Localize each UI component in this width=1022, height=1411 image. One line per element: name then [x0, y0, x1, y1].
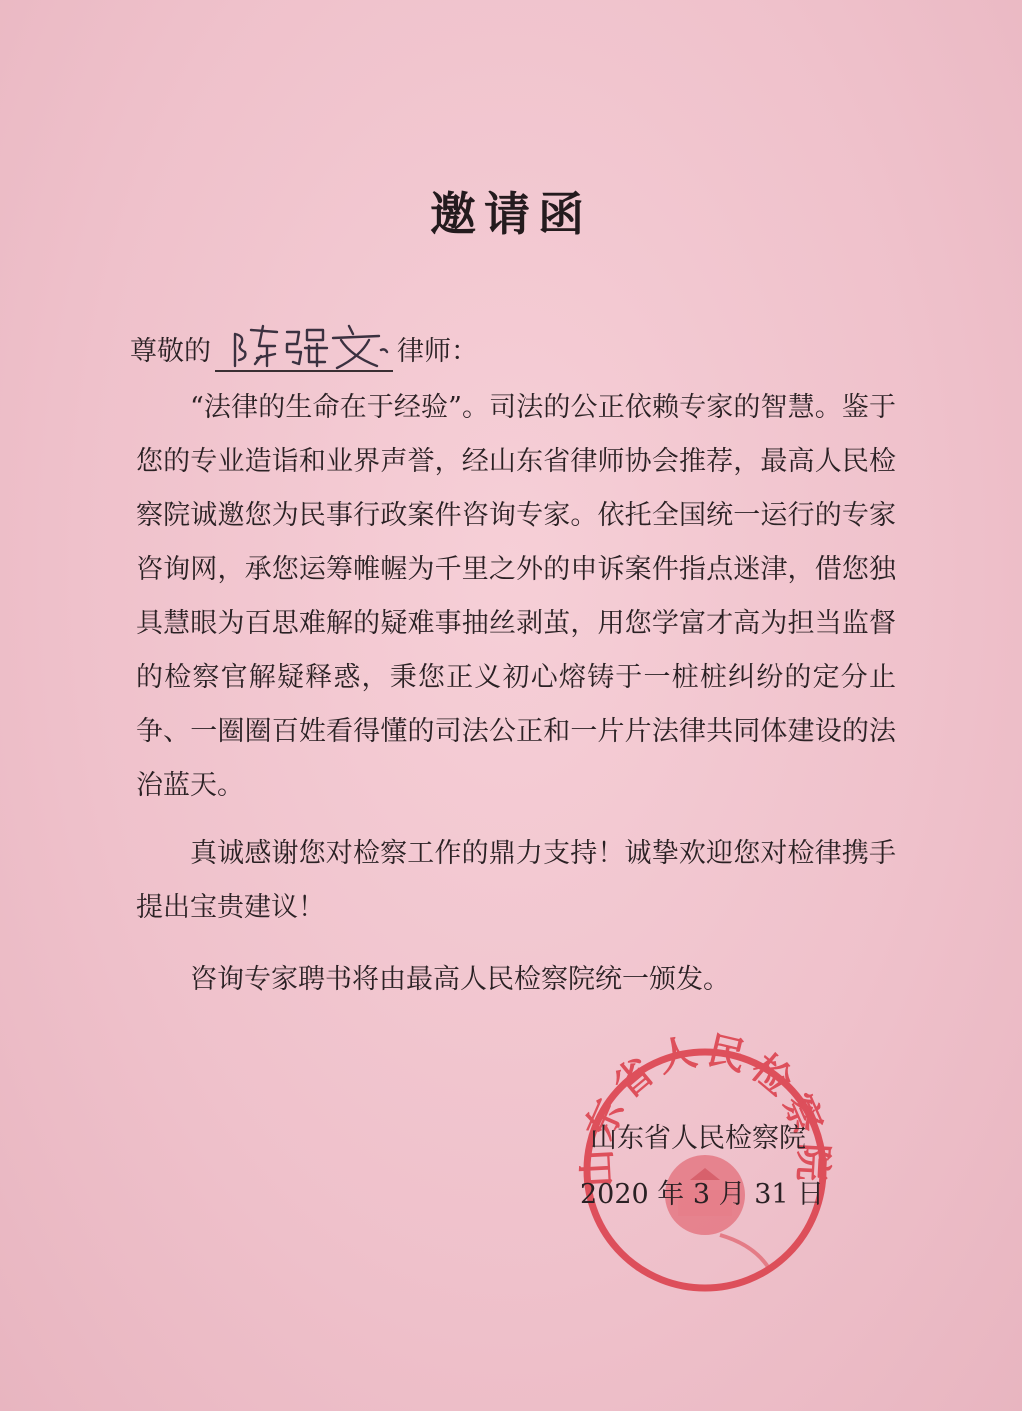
- paragraph-certificate: 咨询专家聘书将由最高人民检察院统一颁发。: [190, 964, 730, 995]
- paragraph-main: “法律的生命在于经验”。司法的公正依赖专家的智慧。鉴于您的专业造诣和业界声誉，经山东省律师协会推荐，最高人民检察院诚邀您为民事行政案件咨询专家。依托全国统一运行的专家咨询网，承您运筹帷幄为千里之外的申诉案件指点迷津，借您独具慧眼为百思难解的疑难事抽丝剥茧，用您学富才高为担当监督的检察官解疑释惑，秉您正义初心熔铸于一桩桩纠纷的定分止争、一圈圈百姓看得懂的司法公正和一片片法律共同体建设的法治蓝天。: [136, 392, 896, 801]
- salutation-line: [130, 332, 890, 376]
- letter-title: 邀请函: [430, 187, 592, 241]
- handwritten-name-field: [215, 336, 393, 372]
- signature-date: 2020 年 3 月 31 日: [580, 1179, 825, 1210]
- signature-organization: 山东省人民检察院: [590, 1123, 806, 1154]
- official-seal-icon: [570, 1030, 840, 1300]
- letter-body: [136, 381, 896, 1007]
- paragraph-thanks: 真诚感谢您对检察工作的鼎力支持！诚挚欢迎您对检律携手提出宝贵建议！: [136, 838, 896, 923]
- salutation-prefix: 尊敬的: [130, 336, 211, 367]
- svg-text:山东省人民检察院: 山东省人民检察院: [573, 1030, 837, 1189]
- salutation-suffix: 律师：: [397, 336, 478, 367]
- handwritten-name-signature: [229, 322, 389, 370]
